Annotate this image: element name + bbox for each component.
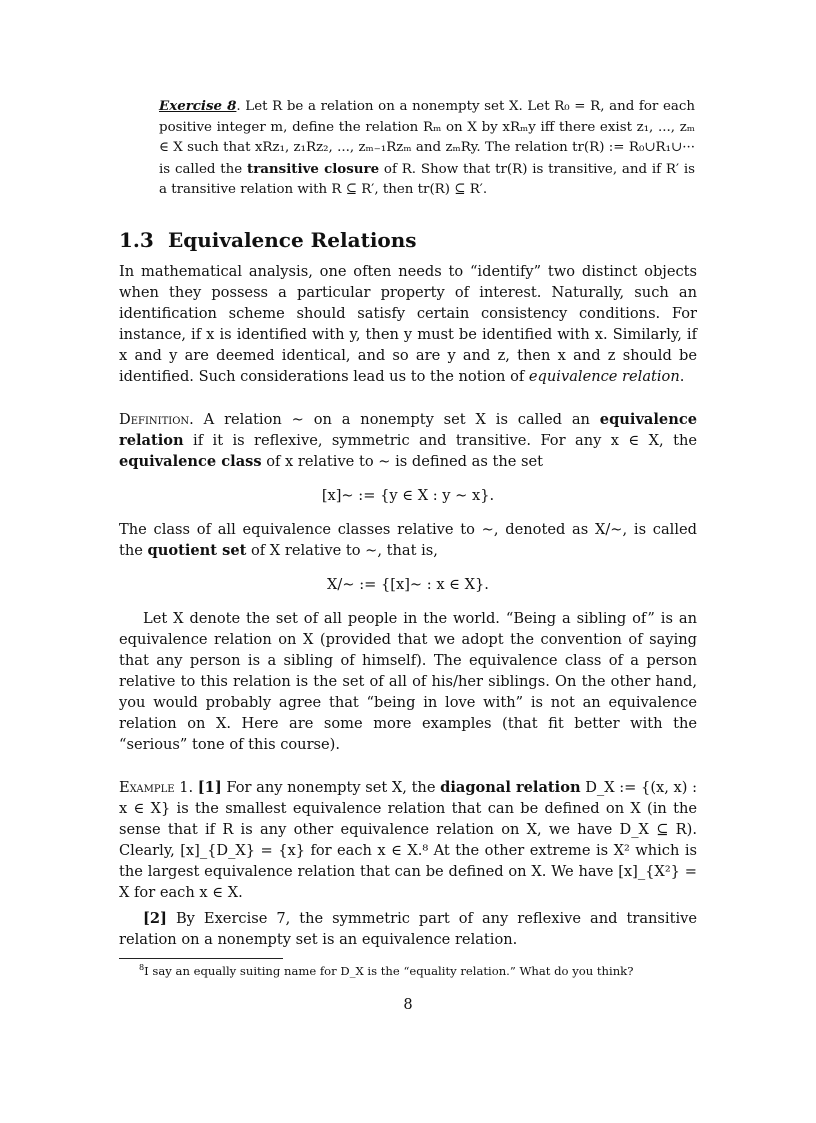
footnote [119, 963, 697, 979]
section-title: Equivalence Relations [168, 227, 417, 252]
intro-paragraph [119, 261, 697, 387]
exercise-text: . Let R be a relation on a nonempty set X. Let R₀ = R, and for each positive integer m, define the relation Rₘ on X by xRₘy iff there exist z₁, ..., zₘ ∈ X such that xRz₁, z₁Rz₂, ..., zₘ₋₁Rzₘ and zₘRy. The relation tr(R) := R₀∪R₁∪··· is called the [159, 99, 695, 177]
section-number: 1.3 [119, 227, 154, 252]
page-number: 8 [403, 996, 413, 1013]
quotient-text-2: of X relative to ∼, that is, [246, 541, 438, 559]
intro-italic: equivalence relation [528, 367, 680, 385]
transitive-closure-term: transitive closure [247, 160, 380, 177]
quotient-paragraph [119, 519, 697, 561]
definition-text-1: . A relation ∼ on a nonempty set X is called an [189, 410, 600, 428]
example-1-item-1: Example 1. [1] For any nonempty set X, the diagonal relation D_X := {(x, x) : x ∈ X} is the smallest equivalence relation that can be defined on X (in the sense that if R is any other equivalence relation on X, we have D_X ⊆ R). Clearly, [x]_{D_X} = {x} for each x ∈ X.⁸ At the other extreme is X² which is the largest equivalence relation that can be defined on X. We have [x]_{X²} = X for each x ∈ X. [119, 778, 698, 901]
definition-label: Definition [119, 410, 190, 428]
diagonal-relation-term: diagonal relation [440, 778, 581, 796]
definition-text-3: of x relative to ∼ is defined as the set [261, 452, 544, 470]
footnote-rule [119, 958, 283, 959]
example-label: Example 1 [119, 778, 189, 796]
example-text-2: D_X := {(x, x) : x ∈ X} is the smallest equivalence relation that can be defined on X (in the sense that if R is any other equivalence relation on X, we have D_X ⊆ R). Clearly, [x]_{D_X} = {x} for each x ∈ X.⁸ At the other extreme is X² which is the largest equivalence relation that can be defined on X. We have [x]_{X²} = X for each x ∈ X. [119, 778, 698, 901]
exercise-label: Exercise 8 [159, 98, 237, 114]
item-1-tag: [1] [197, 778, 222, 796]
footnote-mark: 8 [139, 961, 145, 972]
definition-text-2: if it is reflexive, symmetric and transitive. For any x ∈ X, the [183, 431, 697, 449]
intro-text: In mathematical analysis, one often needs to “identify” two distinct objects when they possess a particular property of interest. Naturally, such an identification scheme should satisfy certain consistency conditions. For instance, if x is identified with y, then y must be identified with x. Similarly, if x and y are deemed identical, and so are y and z, then x and z should be identified. Such considerations lead us to the notion of [119, 262, 697, 385]
sibling-paragraph: Let X denote the set of all people in the world. “Being a sibling of” is an equivalence relation on X (provided that we adopt the convention of saying that any person is a sibling of himself). The equivalence class of a person relative to this relation is the set of all of his/her siblings. On the other hand, you would probably agree that “being in love with” is not an equivalence relation on X. Here are some more examples (that fit better with the “serious” tone of this course). [119, 609, 697, 753]
section-heading [119, 227, 697, 253]
example-text-1: For any nonempty set X, the [221, 778, 441, 796]
example-1-item-2 [119, 908, 697, 950]
exercise-8 [119, 96, 695, 201]
quotient-text-1: The class of all equivalence classes relative to ∼, denoted as X/∼, is called the [119, 520, 697, 559]
item-2-tag: [2] [143, 909, 167, 927]
definition-paragraph [119, 409, 697, 472]
equivalence-class-term: equivalence class [119, 452, 262, 470]
intro-period: . [679, 367, 685, 385]
display-equation-class: [x]∼ := {y ∈ X : y ∼ x}. [321, 486, 495, 504]
page-body [119, 96, 697, 979]
exercise-text-end: of R. Show that tr(R) is transitive, and if R′ is a transitive relation with R ⊆ R′, then tr(R) ⊆ R′. [159, 161, 695, 197]
display-equation-quotient: X/∼ := {[x]∼ : x ∈ X}. [327, 575, 489, 593]
example-text-3: By Exercise 7, the symmetric part of any reflexive and transitive relation on a nonempty set is an equivalence relation. [119, 909, 697, 948]
footnote-text: I say an equally suiting name for D_X is the “equality relation.” What do you think? [144, 963, 634, 978]
quotient-set-term: quotient set [147, 541, 247, 559]
equivalence-relation-term: equivalence relation [119, 410, 697, 449]
